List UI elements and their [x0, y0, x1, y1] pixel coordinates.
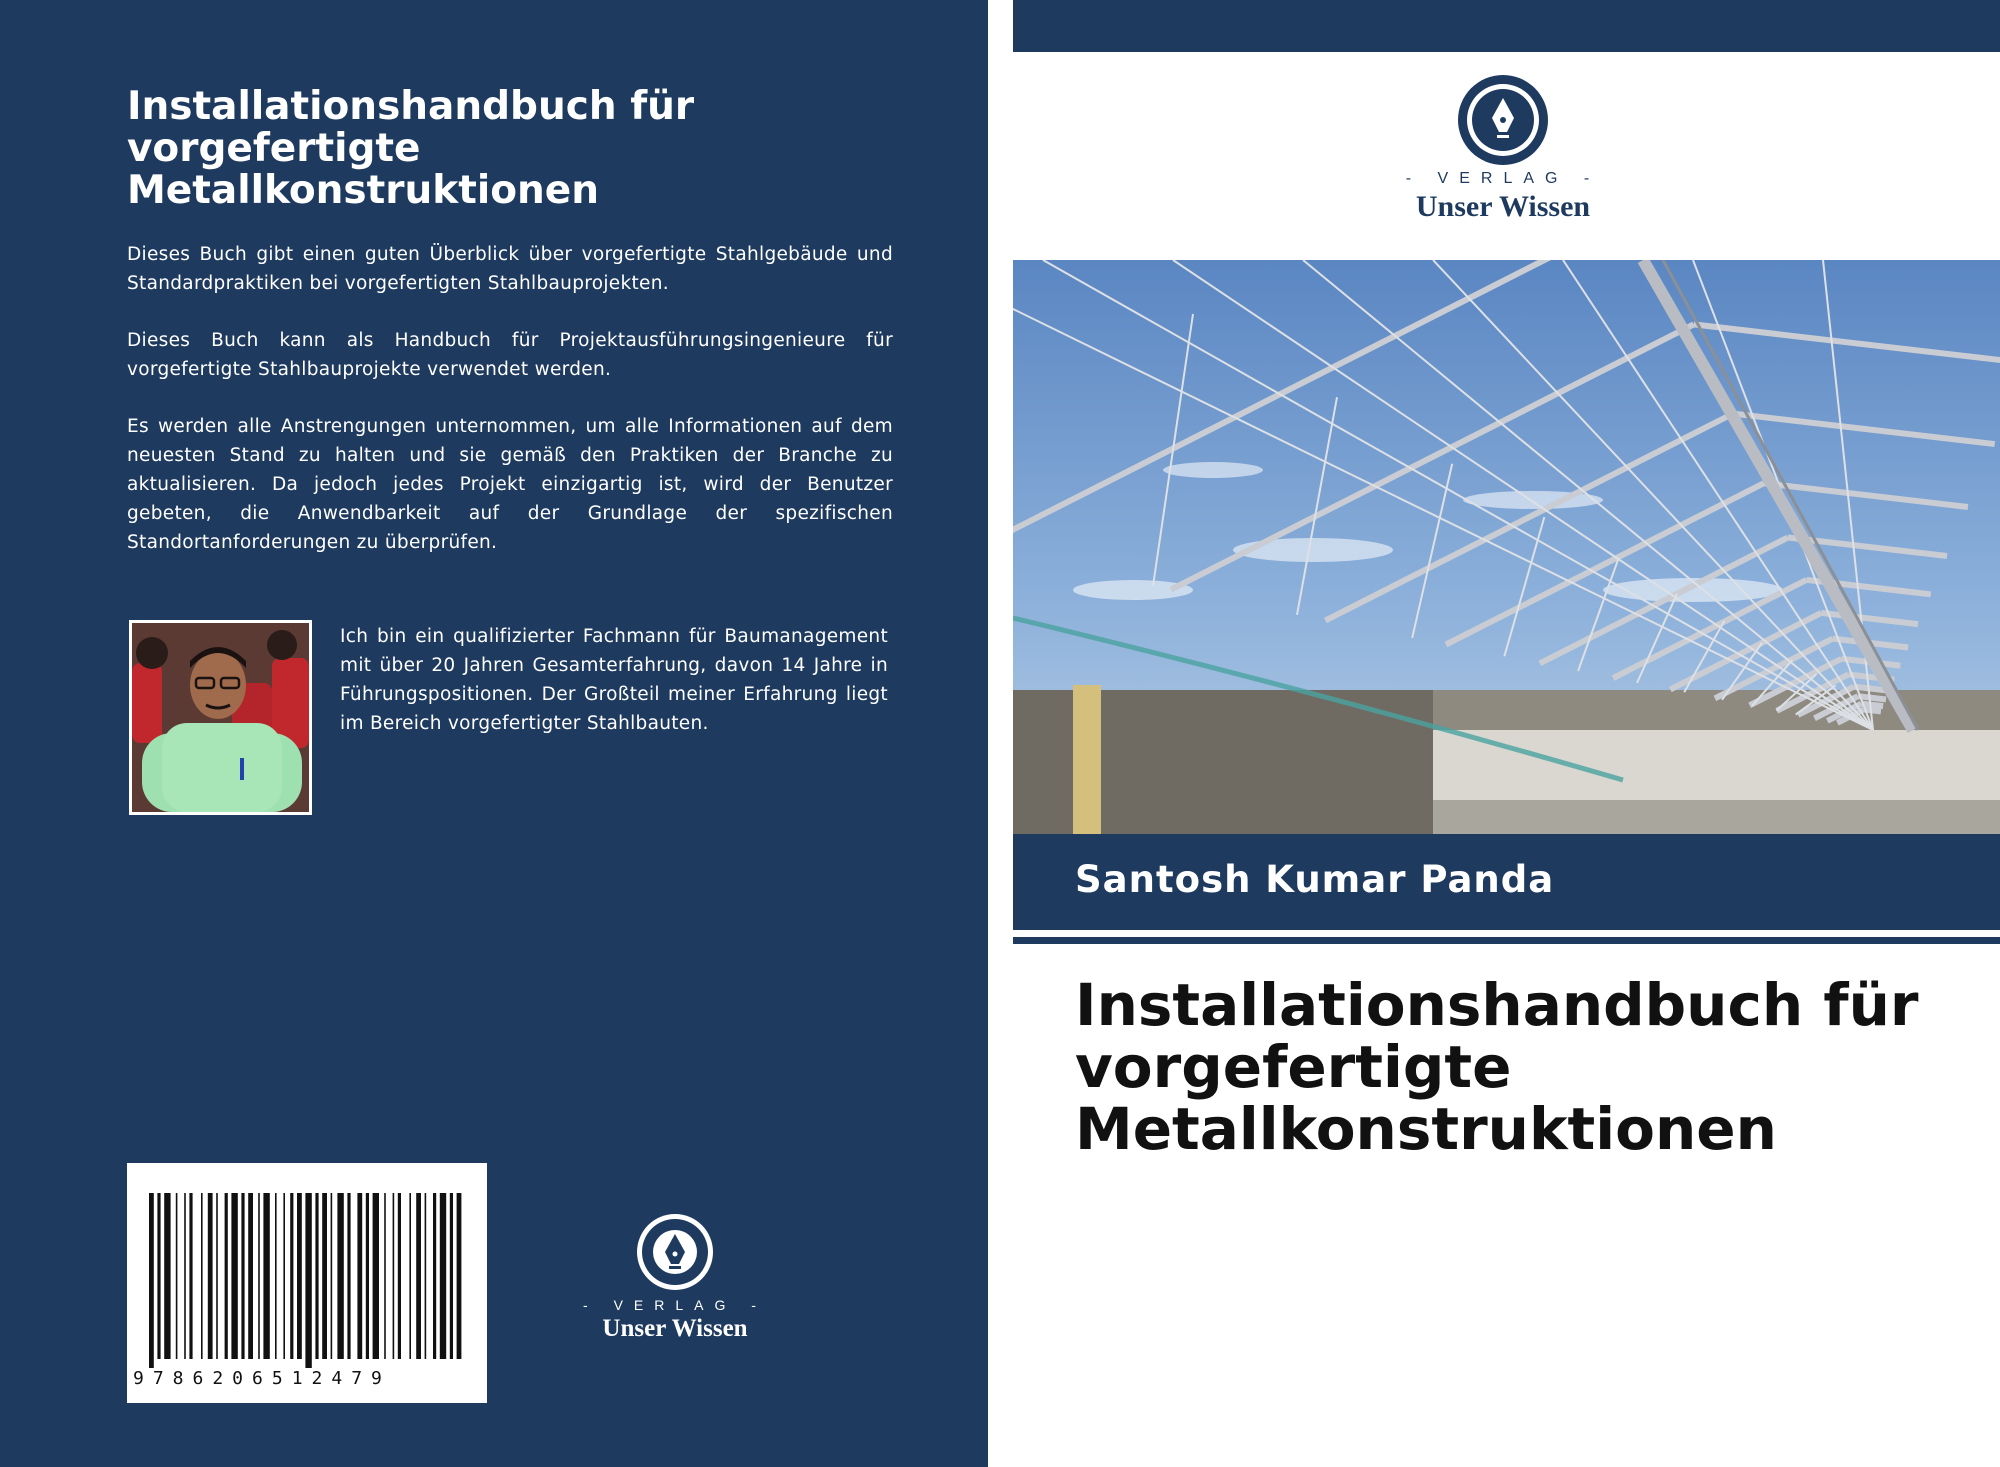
back-publisher-logo [580, 1212, 770, 1352]
fountain-pen-nib-icon [635, 1212, 715, 1292]
title-divider [1013, 937, 2000, 944]
barcode-digits: 9786206512479 [133, 1368, 391, 1389]
fountain-pen-nib-icon [1457, 74, 1549, 166]
front-logo-verlag: - VERLAG - [1405, 170, 1601, 187]
front-top-bar [1013, 0, 2000, 52]
barcode [127, 1163, 487, 1368]
front-logo-name: Unser Wissen [1415, 190, 1591, 223]
author-name: Santosh Kumar Panda [1075, 858, 1555, 901]
front-publisher-logo [1393, 74, 1613, 224]
author-band [1013, 834, 2000, 930]
front-cover [1013, 0, 2000, 1467]
isbn-barcode [127, 1163, 487, 1403]
back-logo-name: Unser Wissen [602, 1315, 748, 1342]
back-cover-title: Installationshandbuch für vorgefertigte Metallkonstruktionen [127, 84, 695, 213]
back-paragraph-2: Dieses Buch kann als Handbuch für Projektausführungsingenieure für vorgefertigte Stahlbauprojekte verwendet werden. [127, 330, 893, 380]
back-logo-verlag: - VERLAG - [583, 1297, 767, 1313]
front-cover-title: Installationshandbuch für vorgefertigte Metallkonstruktionen [1075, 971, 1919, 1163]
author-bio: Ich bin ein qualifizierter Fachmann für Baumanagement mit über 20 Jahren Gesamterfahrung, davon 14 Jahre in Führungspositionen. Der Großteil meiner Erfahrung liegt im Bereich vorgefertigter Stahlbauten. [340, 626, 888, 734]
back-paragraph-3: Es werden alle Anstrengungen unternommen, um alle Informationen auf dem neuesten Stand zu halten und sie gemäß den Praktiken der Branche zu aktualisieren. Da jedoch jedes Projekt einzigartig ist, wird der Benutzer gebeten, die Anwendbarkeit auf der Grundlage der spezifischen Standortanforderungen zu überprüfen. [127, 416, 893, 553]
spine [988, 0, 1013, 1467]
steel-structure-photo [1013, 260, 2000, 834]
back-cover [0, 0, 988, 1467]
author-photo [129, 620, 312, 815]
back-paragraph-1: Dieses Buch gibt einen guten Überblick über vorgefertigte Stahlgebäude und Standardpraktiken bei vorgefertigten Stahlbauprojekten. [127, 244, 893, 294]
